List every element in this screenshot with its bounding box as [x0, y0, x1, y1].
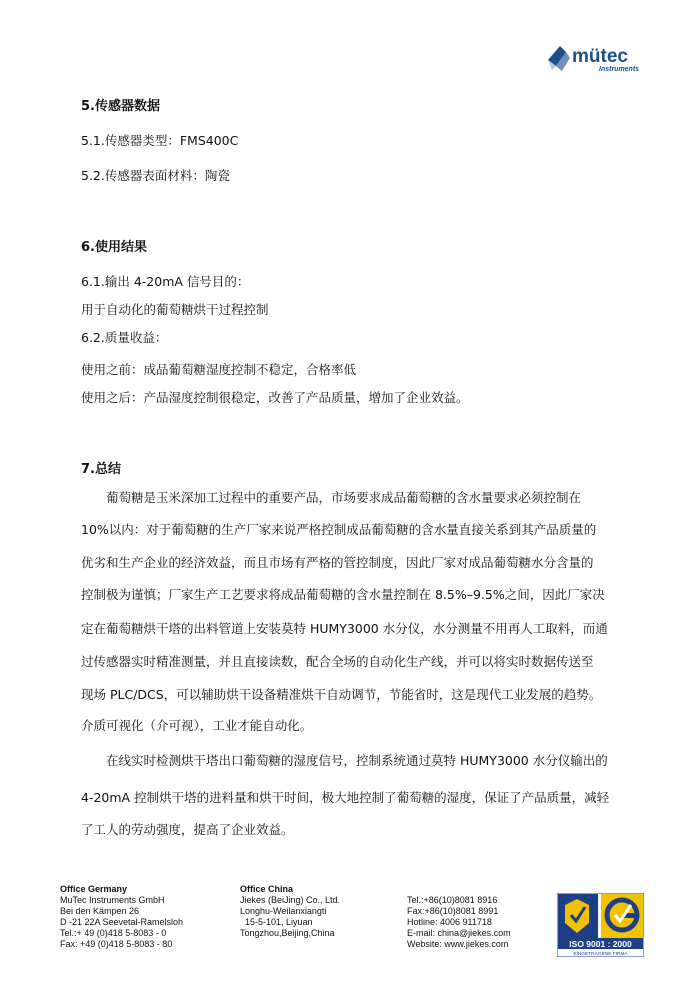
footer-germany-line: MuTec Instruments GmbH	[60, 895, 165, 905]
section-7-title: 7.总结	[81, 462, 121, 477]
summary-p1-line: 10%以内：对于葡萄糖的生产厂家来说严格控制成品葡萄糖的含水量直接关系到其产品质量的	[81, 522, 597, 537]
footer-germany-line: Bei den Kämpen 26	[60, 906, 140, 916]
footer-china-line: Tongzhou,Beijing,China	[240, 928, 335, 938]
summary-p2-line: 4-20mA 控制烘干塔的进料量和烘干时间，极大地控制了葡萄糖的湿度，保证了产品质量，减轻	[81, 790, 610, 805]
footer-hotline: Hotline: 4006 911718	[407, 917, 492, 927]
section-6-2-before: 使用之前：成品葡萄糖湿度控制不稳定，合格率低	[81, 362, 357, 377]
section-6-title: 6.使用结果	[81, 240, 147, 255]
footer-china-line: 15-5-101, Liyuan	[240, 917, 313, 927]
summary-p2-line: 了工人的劳动强度，提高了企业效益。	[81, 822, 294, 837]
footer-contact	[407, 895, 511, 950]
mutec-logo-mark	[546, 38, 646, 78]
section-5-1: 5.1.传感器类型：FMS400C	[81, 133, 239, 148]
iso-badge-graphic	[557, 893, 644, 957]
footer-tel: Tel.:+86(10)8081 8916	[407, 895, 498, 905]
footer-germany-line: Tel.:+ 49 (0)418 5-8083 - 0	[60, 928, 167, 938]
iso-label: ISO 9001 : 2000	[569, 939, 632, 949]
mutec-logo	[546, 38, 646, 78]
section-6-2: 6.2.质量收益：	[81, 330, 168, 345]
footer-china-title: Office China	[240, 884, 294, 894]
footer-china-line: Longhu-Weilanxiangti	[240, 906, 327, 916]
logo-brand-text: mütec	[572, 46, 628, 67]
footer-website[interactable]: Website: www.jiekes.com	[407, 939, 509, 949]
summary-p1-line: 现场 PLC/DCS，可以辅助烘干设备精准烘干自动调节，节能省时，这是现代工业发展的趋势。	[81, 687, 602, 702]
footer-china-line: Jiekes (BeiJing) Co., Ltd.	[240, 895, 341, 905]
summary-p1-line: 介质可视化（介可视），工业才能自动化。	[81, 718, 313, 733]
section-5-title: 5.传感器数据	[81, 99, 160, 114]
footer-email[interactable]: E-mail: china@jiekes.com	[407, 928, 511, 938]
footer-germany-line: Fax: +49 (0)418 5-8083 - 80	[60, 939, 173, 949]
summary-p1-line: 定在葡萄糖烘干塔的出料管道上安装莫特 HUMY3000 水分仪，水分测量不用再人工取料，而通	[81, 621, 608, 636]
summary-p1-line: 优劣和生产企业的经济效益，而且市场有严格的管控制度，因此厂家对成品葡萄糖水分含量的	[81, 555, 594, 570]
summary-p2-line: 在线实时检测烘干塔出口葡萄糖的湿度信号，控制系统通过莫特 HUMY3000 水分仪输出的	[81, 753, 608, 768]
iso-sub-label: EINGETRAGENE FIRMA	[573, 952, 628, 957]
iso-certification-badge	[557, 893, 644, 957]
summary-p1-line: 控制极为谨慎；厂家生产工艺要求将成品葡萄糖的含水量控制在 8.5%–9.5%之间，因此厂家决	[81, 587, 605, 602]
section-6-2-after: 使用之后：产品湿度控制很稳定，改善了产品质量，增加了企业效益。	[81, 390, 469, 405]
footer-germany-title: Office Germany	[60, 884, 128, 894]
footer-office-germany	[60, 884, 183, 950]
section-6-1-text: 用于自动化的葡萄糖烘干过程控制	[81, 302, 269, 317]
logo-sub-text: Instruments	[599, 66, 640, 73]
section-5-2: 5.2.传感器表面材料：陶瓷	[81, 168, 230, 183]
footer-fax: Fax:+86(10)8081 8991	[407, 906, 499, 916]
summary-p1-line: 葡萄糖是玉米深加工过程中的重要产品，市场要求成品葡萄糖的含水量要求必须控制在	[81, 490, 582, 505]
summary-p1-line: 过传感器实时精准测量，并且直接读数，配合全场的自动化生产线，并可以将实时数据传送至	[81, 654, 594, 669]
section-6-1: 6.1.输出 4-20mA 信号目的：	[81, 274, 250, 289]
footer-office-china	[240, 884, 340, 939]
footer-germany-line: D -21 22A Seevetal-Ramelsloh	[60, 917, 184, 927]
